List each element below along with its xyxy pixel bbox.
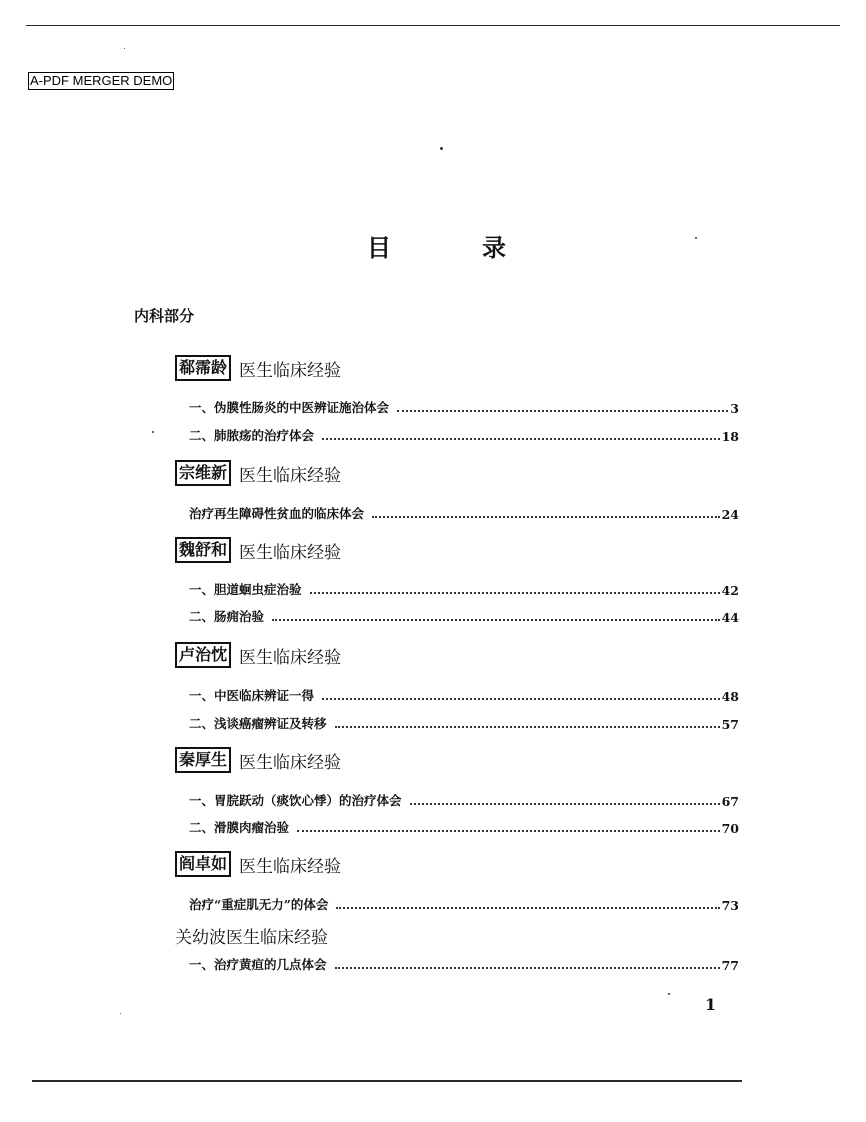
scan-speck <box>440 147 443 150</box>
toc-entry-page: 67 <box>721 794 739 809</box>
scan-speck <box>695 237 697 239</box>
dot-leader <box>297 830 720 832</box>
doctor-heading <box>175 642 341 668</box>
dot-leader <box>335 726 720 728</box>
doctor-name-box: 魏舒和 <box>175 537 231 563</box>
toc-entry-title: 二、肠痈治验 <box>189 609 265 624</box>
doctor-heading <box>175 537 341 563</box>
toc-entry-page: 24 <box>721 507 739 522</box>
top-rule <box>26 25 840 26</box>
toc-title-char-1: 目 <box>367 233 391 262</box>
doctor-heading-text: 医生临床经验 <box>239 542 342 563</box>
doctor-heading-text: 医生临床经验 <box>239 465 342 486</box>
toc-entry-title: 一、中医临床辨证一得 <box>189 688 315 703</box>
toc-entry-title: 二、滑膜肉瘤治验 <box>189 820 290 835</box>
toc-entry-title: 一、胆道蛔虫症治验 <box>189 582 302 597</box>
toc-entry[interactable] <box>189 398 739 416</box>
doctor-name-box: 宗维新 <box>175 460 231 486</box>
dot-leader <box>322 438 720 440</box>
toc-entry[interactable] <box>189 580 739 598</box>
toc-entry[interactable] <box>189 955 739 973</box>
toc-entry[interactable] <box>189 818 739 836</box>
scan-speck <box>668 993 670 995</box>
dot-leader <box>397 410 728 412</box>
doctor-heading-text: 医生临床经验 <box>239 856 342 877</box>
dot-leader <box>310 592 720 594</box>
scan-speck <box>120 1013 121 1014</box>
doctor-heading-text: 医生临床经验 <box>239 647 342 668</box>
toc-entry-title: 二、浅谈癌瘤辨证及转移 <box>189 716 327 731</box>
scan-speck <box>152 431 154 433</box>
doctor-name-box: 卢治忱 <box>175 642 231 668</box>
page-number: 1 <box>705 995 717 1014</box>
toc-entry-title: 治疗再生障碍性贫血的临床体会 <box>189 506 365 521</box>
toc-entry[interactable] <box>189 686 739 704</box>
doctor-heading <box>175 851 341 877</box>
toc-entry-page: 18 <box>721 429 739 444</box>
dot-leader <box>372 516 720 518</box>
toc-entry-title: 一、伪膜性肠炎的中医辨证施治体会 <box>189 400 390 415</box>
toc-entry-page: 44 <box>721 610 739 625</box>
toc-entry-title: 治疗“重症肌无力”的体会 <box>189 897 329 912</box>
toc-entry-page: 70 <box>721 821 739 836</box>
toc-entry-title: 二、肺脓疡的治疗体会 <box>189 428 315 443</box>
dot-leader <box>335 967 720 969</box>
doctor-heading <box>175 355 341 381</box>
toc-title-char-2: 录 <box>482 233 506 262</box>
section-label: 内科部分 <box>134 307 195 325</box>
dot-leader <box>410 803 720 805</box>
dot-leader <box>272 619 720 621</box>
toc-entry-page: 77 <box>721 958 739 973</box>
doctor-heading <box>175 747 341 773</box>
dot-leader <box>322 698 720 700</box>
toc-entry-title: 一、治疗黄疸的几点体会 <box>189 957 327 972</box>
doctor-name-box: 阎卓如 <box>175 851 231 877</box>
toc-entry-title: 一、胃脘跃动（痰饮心悸）的治疗体会 <box>189 793 402 808</box>
toc-entry[interactable] <box>189 426 739 444</box>
scan-speck <box>124 48 125 49</box>
dot-leader <box>336 907 719 909</box>
toc-entry[interactable] <box>189 895 739 913</box>
doctor-heading-plain: 关幼波医生临床经验 <box>175 928 328 948</box>
toc-entry-page: 3 <box>730 401 739 416</box>
toc-entry[interactable] <box>189 791 739 809</box>
toc-entry[interactable] <box>189 607 739 625</box>
doctor-heading <box>175 460 341 486</box>
doctor-heading-text: 医生临床经验 <box>239 360 342 381</box>
doctor-name-box: 郗霈龄 <box>175 355 231 381</box>
toc-entry-page: 57 <box>721 717 739 732</box>
toc-entry-page: 73 <box>721 898 739 913</box>
doctor-heading-text: 医生临床经验 <box>239 752 342 773</box>
watermark-label: A-PDF MERGER DEMO <box>30 73 173 88</box>
toc-entry-page: 48 <box>721 689 739 704</box>
toc-entry-page: 42 <box>721 583 739 598</box>
bottom-rule <box>32 1080 742 1082</box>
toc-entry[interactable] <box>189 504 739 522</box>
doctor-name-box: 秦厚生 <box>175 747 231 773</box>
toc-entry[interactable] <box>189 714 739 732</box>
